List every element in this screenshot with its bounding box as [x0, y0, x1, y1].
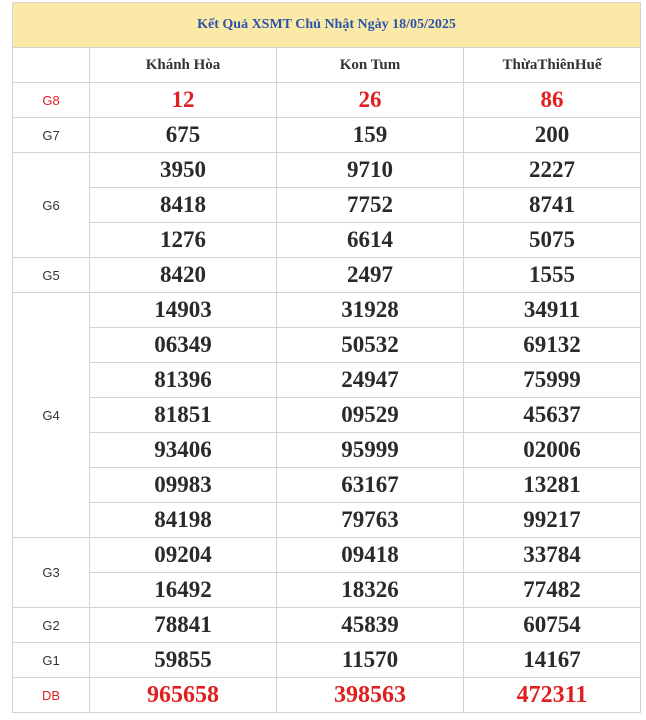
- result-number: 93406: [90, 433, 277, 468]
- result-number: 26: [277, 83, 464, 118]
- prize-row-g7: [13, 118, 641, 153]
- result-number: 16492: [90, 573, 277, 608]
- prize-row-g1: [13, 643, 641, 678]
- result-number: 45839: [277, 608, 464, 643]
- result-number: 95999: [277, 433, 464, 468]
- prize-row-g4: [13, 328, 641, 363]
- result-number: 06349: [90, 328, 277, 363]
- special-prize-number: 398563: [277, 678, 464, 713]
- prize-label: DB: [13, 678, 90, 713]
- result-number: 13281: [464, 468, 641, 503]
- result-number: 59855: [90, 643, 277, 678]
- prize-row-g3: [13, 573, 641, 608]
- province-header: Kon Tum: [277, 48, 464, 83]
- result-number: 24947: [277, 363, 464, 398]
- result-number: 3950: [90, 153, 277, 188]
- results-title: Kết Quả XSMT Chủ Nhật Ngày 18/05/2025: [13, 3, 641, 48]
- result-number: 5075: [464, 223, 641, 258]
- result-number: 2227: [464, 153, 641, 188]
- prize-row-g6: [13, 223, 641, 258]
- prize-row-g6: [13, 153, 641, 188]
- result-number: 79763: [277, 503, 464, 538]
- result-number: 78841: [90, 608, 277, 643]
- result-number: 675: [90, 118, 277, 153]
- result-number: 77482: [464, 573, 641, 608]
- result-number: 09418: [277, 538, 464, 573]
- province-header: Khánh Hòa: [90, 48, 277, 83]
- result-number: 1555: [464, 258, 641, 293]
- prize-label: G8: [13, 83, 90, 118]
- result-number: 81851: [90, 398, 277, 433]
- result-number: 31928: [277, 293, 464, 328]
- prize-label: G5: [13, 258, 90, 293]
- result-number: 02006: [464, 433, 641, 468]
- result-number: 11570: [277, 643, 464, 678]
- prize-label: G1: [13, 643, 90, 678]
- result-number: 33784: [464, 538, 641, 573]
- prize-row-g4: [13, 398, 641, 433]
- result-number: 2497: [277, 258, 464, 293]
- result-number: 159: [277, 118, 464, 153]
- result-number: 50532: [277, 328, 464, 363]
- result-number: 99217: [464, 503, 641, 538]
- prize-row-g4: [13, 468, 641, 503]
- result-number: 60754: [464, 608, 641, 643]
- prize-label: G3: [13, 538, 90, 608]
- result-number: 34911: [464, 293, 641, 328]
- province-header-row: [13, 48, 641, 83]
- prize-label: G7: [13, 118, 90, 153]
- result-number: 7752: [277, 188, 464, 223]
- result-number: 75999: [464, 363, 641, 398]
- result-number: 09529: [277, 398, 464, 433]
- prize-row-g5: [13, 258, 641, 293]
- prize-row-g2: [13, 608, 641, 643]
- prize-label: G4: [13, 293, 90, 538]
- result-number: 14167: [464, 643, 641, 678]
- prize-column-header: [13, 48, 90, 83]
- result-number: 84198: [90, 503, 277, 538]
- prize-label: G2: [13, 608, 90, 643]
- result-number: 69132: [464, 328, 641, 363]
- province-header: ThừaThiênHuế: [464, 48, 641, 83]
- prize-row-db: [13, 678, 641, 713]
- special-prize-number: 965658: [90, 678, 277, 713]
- prize-row-g4: [13, 503, 641, 538]
- lottery-results-table: [12, 2, 641, 713]
- result-number: 8418: [90, 188, 277, 223]
- result-number: 81396: [90, 363, 277, 398]
- result-number: 63167: [277, 468, 464, 503]
- prize-row-g4: [13, 433, 641, 468]
- result-number: 14903: [90, 293, 277, 328]
- result-number: 8741: [464, 188, 641, 223]
- result-number: 18326: [277, 573, 464, 608]
- result-number: 8420: [90, 258, 277, 293]
- prize-row-g6: [13, 188, 641, 223]
- prize-row-g4: [13, 293, 641, 328]
- result-number: 6614: [277, 223, 464, 258]
- result-number: 1276: [90, 223, 277, 258]
- result-number: 12: [90, 83, 277, 118]
- result-number: 09204: [90, 538, 277, 573]
- result-number: 200: [464, 118, 641, 153]
- prize-row-g4: [13, 363, 641, 398]
- result-number: 09983: [90, 468, 277, 503]
- prize-label: G6: [13, 153, 90, 258]
- result-number: 86: [464, 83, 641, 118]
- result-number: 45637: [464, 398, 641, 433]
- prize-row-g8: [13, 83, 641, 118]
- prize-row-g3: [13, 538, 641, 573]
- special-prize-number: 472311: [464, 678, 641, 713]
- result-number: 9710: [277, 153, 464, 188]
